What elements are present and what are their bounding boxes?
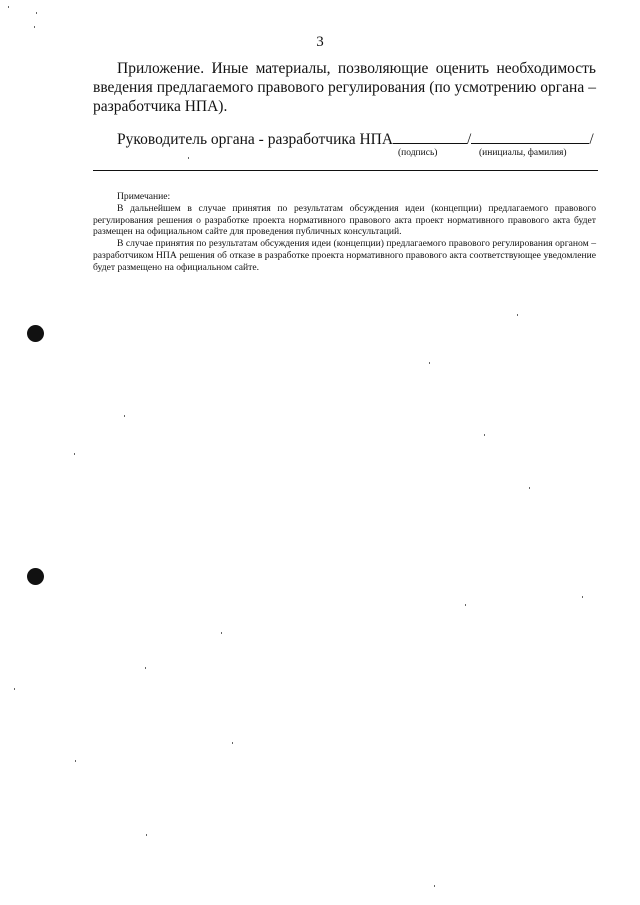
scan-speck [582,596,583,598]
signature-label: Руководитель органа - разработчика НПА [117,131,394,148]
name-caption: (инициалы, фамилия) [479,148,567,158]
scan-speck [36,12,37,14]
appendix-paragraph: Приложение. Иные материалы, позволяющие оценить необходимость введения предлагаемого правового регулирования (по усмотрению органа – разработчика НПА). [93,60,596,115]
signature-caption: (подпись) [398,148,438,158]
scan-speck [124,415,125,417]
note-block [93,191,596,274]
scan-speck [434,885,435,887]
scan-speck [465,604,466,606]
page-number: 3 [316,34,324,50]
scan-speck [517,314,518,316]
scan-speck [529,487,530,489]
scan-speck [232,742,233,744]
name-separator: / [589,131,594,148]
punch-hole [27,325,44,342]
scan-speck [484,434,485,436]
divider-line [93,170,598,171]
punch-hole [27,568,44,585]
scan-speck [145,667,146,669]
scan-speck [14,688,15,690]
note-heading: Примечание: [117,191,171,202]
signature-line [117,129,594,149]
scan-speck [429,362,430,364]
scan-speck [221,632,222,634]
scan-speck [74,453,75,455]
scan-speck [75,760,76,762]
signature-blank [393,129,467,144]
name-blank [471,129,589,144]
scan-speck [146,834,147,836]
scan-speck [188,157,189,159]
note-paragraph-2: В случае принятия по результатам обсуждения идеи (концепции) предлагаемого правового регулирования органом – разработчиком НПА решения об отказе в разработке проекта нормативного правового акта соответствующее уведомление будет размещено на официальном сайте. [93,238,596,273]
note-paragraph-1: В дальнейшем в случае принятия по результатам обсуждения идеи (концепции) предлагаемого правового регулирования решения о разработке проекта нормативного правового акта проект нормативного правового акта будет размещен на официальном сайте для проведения публичных консультаций. [93,202,596,238]
scan-speck [34,26,35,28]
scan-speck [8,6,9,8]
signature-separator: / [467,131,472,148]
